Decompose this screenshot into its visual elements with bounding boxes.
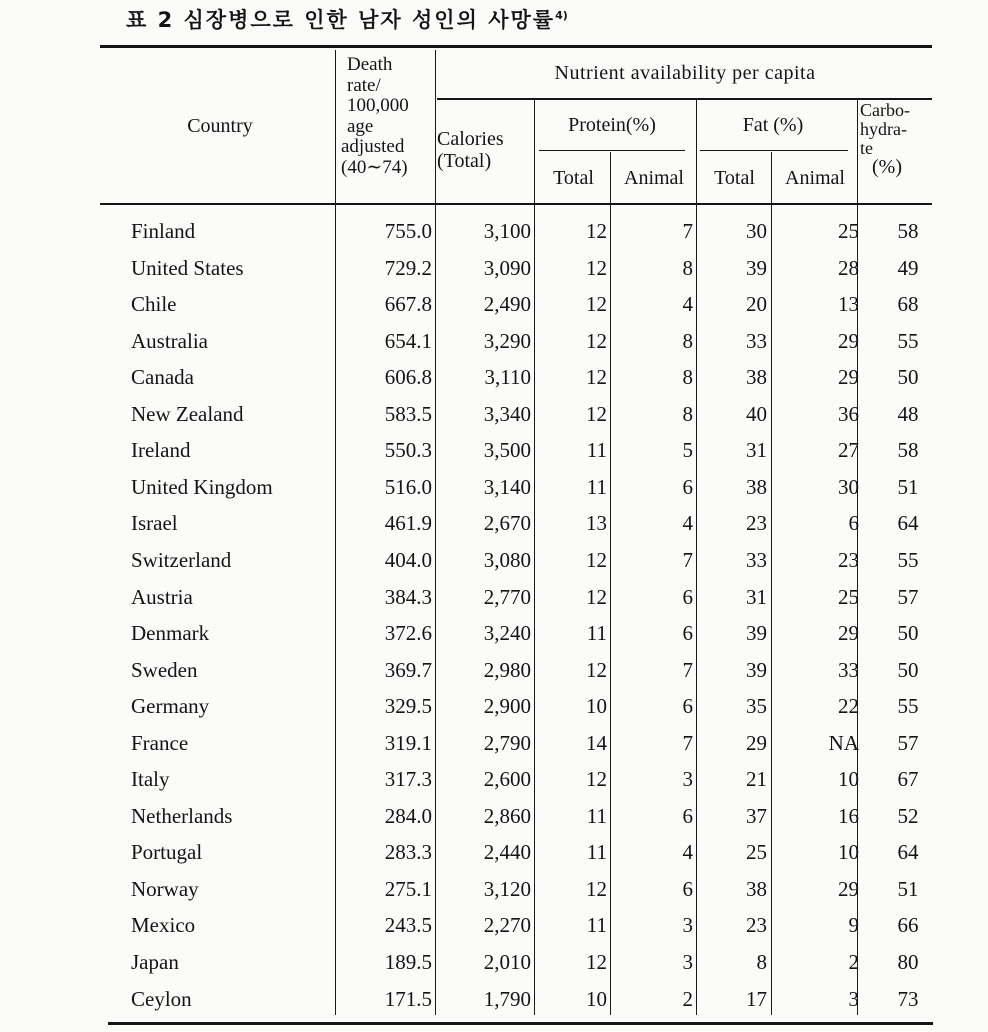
- cell-protein-animal: 7: [682, 219, 693, 243]
- cell-death-rate: 583.5: [384, 401, 432, 426]
- cell-protein-total: 12: [586, 657, 607, 682]
- cell-protein-total: 13: [586, 511, 607, 536]
- cell-carbohydrate: 51: [897, 876, 919, 901]
- cell-fat-total: 33: [746, 547, 767, 572]
- cell-country: Japan: [131, 950, 179, 974]
- cell-calories: 2,860: [483, 803, 531, 828]
- cell-protein-animal: 8: [682, 255, 693, 280]
- cell-death-rate: 516.0: [384, 474, 432, 499]
- cell-protein-animal: 3: [682, 950, 693, 974]
- cell-calories: 3,140: [483, 474, 531, 499]
- cell-carbohydrate: 50: [897, 621, 919, 646]
- cell-fat-animal: 33: [838, 657, 859, 682]
- cell-fat-total: 38: [746, 474, 767, 499]
- cell-calories: 3,500: [483, 438, 531, 463]
- cell-protein-animal: 6: [682, 621, 693, 646]
- cell-protein-animal: 6: [682, 694, 693, 719]
- cell-fat-total: 29: [746, 730, 767, 755]
- cell-protein-animal: 3: [682, 767, 693, 792]
- header-country: Country: [187, 115, 253, 137]
- cell-fat-total: 39: [746, 657, 767, 682]
- cell-country: Sweden: [131, 657, 198, 682]
- footnote-ref: 4): [555, 9, 568, 22]
- cell-protein-total: 11: [586, 621, 607, 646]
- cell-death-rate: 329.5: [384, 694, 432, 719]
- cell-death-rate: 319.1: [384, 730, 432, 755]
- cell-country: United States: [131, 255, 244, 280]
- cell-calories: 2,770: [483, 584, 531, 609]
- cell-protein-total: 12: [586, 219, 607, 243]
- cell-protein-animal: 7: [682, 547, 693, 572]
- cell-fat-animal: 2: [848, 950, 859, 974]
- cell-calories: 3,290: [483, 328, 531, 353]
- cell-death-rate: 284.0: [384, 803, 432, 828]
- cell-country: Ireland: [131, 438, 191, 463]
- cell-protein-total: 11: [586, 913, 607, 938]
- cell-protein-total: 11: [586, 474, 607, 499]
- cell-carbohydrate: 55: [897, 328, 919, 353]
- cell-carbohydrate: 80: [897, 950, 919, 974]
- header-fat-total: Total: [714, 167, 755, 189]
- cell-fat-total: 20: [746, 292, 767, 317]
- cell-carbohydrate: 52: [897, 803, 919, 828]
- cell-fat-animal: 29: [838, 365, 859, 390]
- cell-fat-animal: 25: [838, 584, 859, 609]
- cell-protein-total: 12: [586, 876, 607, 901]
- cell-carbohydrate: 57: [897, 730, 919, 755]
- cell-calories: 3,090: [483, 255, 531, 280]
- cell-carbohydrate: 50: [897, 365, 919, 390]
- col-divider-fat: [696, 100, 697, 1015]
- cell-death-rate: 369.7: [384, 657, 432, 682]
- cell-country: Chile: [131, 292, 177, 317]
- cell-country: United Kingdom: [131, 474, 273, 499]
- cell-fat-total: 23: [746, 511, 767, 536]
- cell-death-rate: 372.6: [384, 621, 432, 646]
- cell-country: Finland: [131, 219, 196, 243]
- cell-death-rate: 384.3: [384, 584, 432, 609]
- cell-calories: 2,900: [483, 694, 531, 719]
- cell-carbohydrate: 64: [897, 840, 919, 865]
- header-bottom-rule: [100, 203, 932, 205]
- cell-fat-animal: 25: [838, 219, 859, 243]
- cell-country: Portugal: [131, 840, 203, 865]
- cell-fat-animal: 6: [848, 511, 859, 536]
- cell-fat-total: 40: [746, 401, 767, 426]
- cell-fat-total: 21: [746, 767, 767, 792]
- cell-fat-animal: 36: [838, 401, 859, 426]
- cell-death-rate: 654.1: [384, 328, 432, 353]
- cell-protein-total: 11: [586, 840, 607, 865]
- cell-fat-total: 31: [746, 584, 767, 609]
- cell-calories: 3,100: [483, 219, 531, 243]
- cell-calories: 1,790: [483, 986, 531, 1011]
- cell-fat-animal: 22: [838, 694, 859, 719]
- cell-carbohydrate: 49: [897, 255, 919, 280]
- cell-fat-animal: 3: [848, 986, 859, 1011]
- cell-protein-total: 12: [586, 365, 607, 390]
- cell-calories: 2,790: [483, 730, 531, 755]
- cell-country: Denmark: [131, 621, 210, 646]
- cell-death-rate: 755.0: [384, 219, 432, 243]
- cell-calories: 3,110: [484, 365, 531, 390]
- top-rule: [100, 45, 932, 48]
- cell-country: Mexico: [131, 913, 196, 938]
- cell-protein-animal: 6: [682, 803, 693, 828]
- header-protein-animal: Animal: [624, 167, 684, 189]
- cell-protein-total: 12: [586, 950, 607, 974]
- cell-country: Norway: [131, 876, 199, 901]
- col-divider-calories: [435, 50, 436, 1015]
- cell-carbohydrate: 73: [897, 986, 919, 1011]
- col-divider-death: [335, 50, 336, 1015]
- cell-fat-total: 25: [746, 840, 767, 865]
- cell-country: Switzerland: [131, 547, 232, 572]
- cell-country: Austria: [131, 584, 193, 609]
- cell-carbohydrate: 64: [897, 511, 919, 536]
- cell-death-rate: 189.5: [384, 950, 432, 974]
- header-protein-total: Total: [553, 167, 594, 189]
- cell-protein-animal: 2: [682, 986, 693, 1011]
- cell-fat-total: 38: [746, 365, 767, 390]
- cell-carbohydrate: 66: [897, 913, 919, 938]
- cell-country: Ceylon: [131, 986, 192, 1011]
- cell-country: Netherlands: [131, 803, 233, 828]
- cell-fat-total: 38: [746, 876, 767, 901]
- cell-carbohydrate: 50: [897, 657, 919, 682]
- cell-fat-animal: 9: [848, 913, 859, 938]
- cell-fat-animal: NA: [828, 730, 859, 755]
- cell-carbohydrate: 58: [897, 219, 919, 243]
- table-caption: [126, 4, 568, 34]
- cell-protein-animal: 8: [682, 401, 693, 426]
- cell-protein-total: 12: [586, 328, 607, 353]
- cell-death-rate: 667.8: [384, 292, 432, 317]
- cell-calories: 2,600: [483, 767, 531, 792]
- cell-country: Canada: [131, 365, 194, 390]
- header-fat: Fat (%): [742, 114, 804, 136]
- cell-death-rate: 243.5: [384, 913, 432, 938]
- cell-death-rate: 461.9: [384, 511, 432, 536]
- cell-fat-total: 31: [746, 438, 767, 463]
- cell-protein-total: 12: [586, 547, 607, 572]
- cell-calories: 2,010: [483, 950, 531, 974]
- col-divider-protein: [534, 100, 535, 1015]
- cell-protein-total: 10: [586, 694, 607, 719]
- cell-fat-total: 8: [756, 950, 767, 974]
- cell-carbohydrate: 55: [897, 694, 919, 719]
- cell-death-rate: 550.3: [384, 438, 432, 463]
- cell-country: Germany: [131, 694, 210, 719]
- cell-protein-animal: 7: [682, 730, 693, 755]
- cell-protein-animal: 8: [682, 328, 693, 353]
- cell-fat-total: 33: [746, 328, 767, 353]
- cell-country: New Zealand: [131, 401, 244, 426]
- cell-protein-animal: 5: [682, 438, 693, 463]
- cell-country: France: [131, 730, 189, 755]
- protein-subrule: [539, 150, 685, 151]
- cell-protein-animal: 6: [682, 474, 693, 499]
- header-death-rate: Death rate/ 100,000 age adjusted (40∼74): [341, 54, 409, 178]
- cell-fat-total: 39: [746, 621, 767, 646]
- caption-text: 표 2 심장병으로 인한 남자 성인의 사망률: [126, 8, 556, 32]
- cell-fat-animal: 29: [838, 328, 859, 353]
- cell-fat-animal: 13: [838, 292, 859, 317]
- cell-calories: 3,120: [483, 876, 531, 901]
- cell-fat-animal: 23: [838, 547, 859, 572]
- cell-protein-animal: 8: [682, 365, 693, 390]
- cell-calories: 2,440: [483, 840, 531, 865]
- cell-carbohydrate: 68: [897, 292, 919, 317]
- cell-death-rate: 606.8: [384, 365, 432, 390]
- cell-death-rate: 317.3: [384, 767, 432, 792]
- header-protein: Protein(%): [568, 114, 656, 136]
- cell-protein-total: 12: [586, 255, 607, 280]
- cell-country: Australia: [131, 328, 208, 353]
- cell-death-rate: 729.2: [384, 255, 432, 280]
- cell-death-rate: 283.3: [384, 840, 432, 865]
- header-nutrient-group: Nutrient availability per capita: [554, 62, 816, 84]
- cell-calories: 2,670: [483, 511, 531, 536]
- fat-subrule: [700, 150, 848, 151]
- cell-protein-animal: 7: [682, 657, 693, 682]
- cell-protein-animal: 6: [682, 584, 693, 609]
- cell-protein-total: 11: [586, 803, 607, 828]
- header-calories: Calories (Total): [437, 128, 504, 172]
- cell-fat-animal: 27: [838, 438, 859, 463]
- cell-calories: 3,080: [483, 547, 531, 572]
- cell-calories: 2,270: [483, 913, 531, 938]
- cell-death-rate: 275.1: [384, 876, 432, 901]
- cell-protein-total: 12: [586, 401, 607, 426]
- cell-calories: 2,490: [483, 292, 531, 317]
- cell-fat-animal: 30: [838, 474, 859, 499]
- cell-protein-total: 11: [586, 438, 607, 463]
- cell-death-rate: 404.0: [384, 547, 432, 572]
- cell-protein-total: 12: [586, 292, 607, 317]
- cell-protein-animal: 6: [682, 876, 693, 901]
- cell-fat-animal: 10: [838, 840, 859, 865]
- cell-protein-animal: 4: [682, 511, 693, 536]
- cell-fat-animal: 16: [838, 803, 859, 828]
- cell-calories: 3,240: [483, 621, 531, 646]
- cell-death-rate: 171.5: [384, 986, 432, 1011]
- header-carbohydrate: Carbo- hydra- te (%): [860, 100, 910, 178]
- cell-calories: 2,980: [483, 657, 531, 682]
- cell-fat-animal: 10: [838, 767, 859, 792]
- cell-protein-total: 14: [586, 730, 607, 755]
- header-fat-animal: Animal: [785, 167, 845, 189]
- cell-protein-animal: 4: [682, 292, 693, 317]
- cell-fat-total: 30: [746, 219, 767, 243]
- cell-country: Israel: [131, 511, 178, 536]
- cell-country: Italy: [131, 767, 170, 792]
- cell-carbohydrate: 51: [897, 474, 919, 499]
- cell-fat-total: 17: [746, 986, 767, 1011]
- cell-protein-total: 12: [586, 584, 607, 609]
- cell-carbohydrate: 57: [897, 584, 919, 609]
- cell-protein-total: 12: [586, 767, 607, 792]
- cell-fat-animal: 29: [838, 876, 859, 901]
- cell-fat-total: 35: [746, 694, 767, 719]
- cell-fat-total: 39: [746, 255, 767, 280]
- cell-protein-animal: 3: [682, 913, 693, 938]
- cell-carbohydrate: 55: [897, 547, 919, 572]
- cell-protein-total: 10: [586, 986, 607, 1011]
- cell-fat-animal: 28: [838, 255, 859, 280]
- cell-calories: 3,340: [483, 401, 531, 426]
- cell-carbohydrate: 58: [897, 438, 919, 463]
- cell-protein-animal: 4: [682, 840, 693, 865]
- cell-fat-total: 23: [746, 913, 767, 938]
- bottom-rule: [108, 1022, 933, 1025]
- cell-fat-animal: 29: [838, 621, 859, 646]
- cell-carbohydrate: 48: [897, 401, 919, 426]
- cell-carbohydrate: 67: [897, 767, 919, 792]
- cell-fat-total: 37: [746, 803, 767, 828]
